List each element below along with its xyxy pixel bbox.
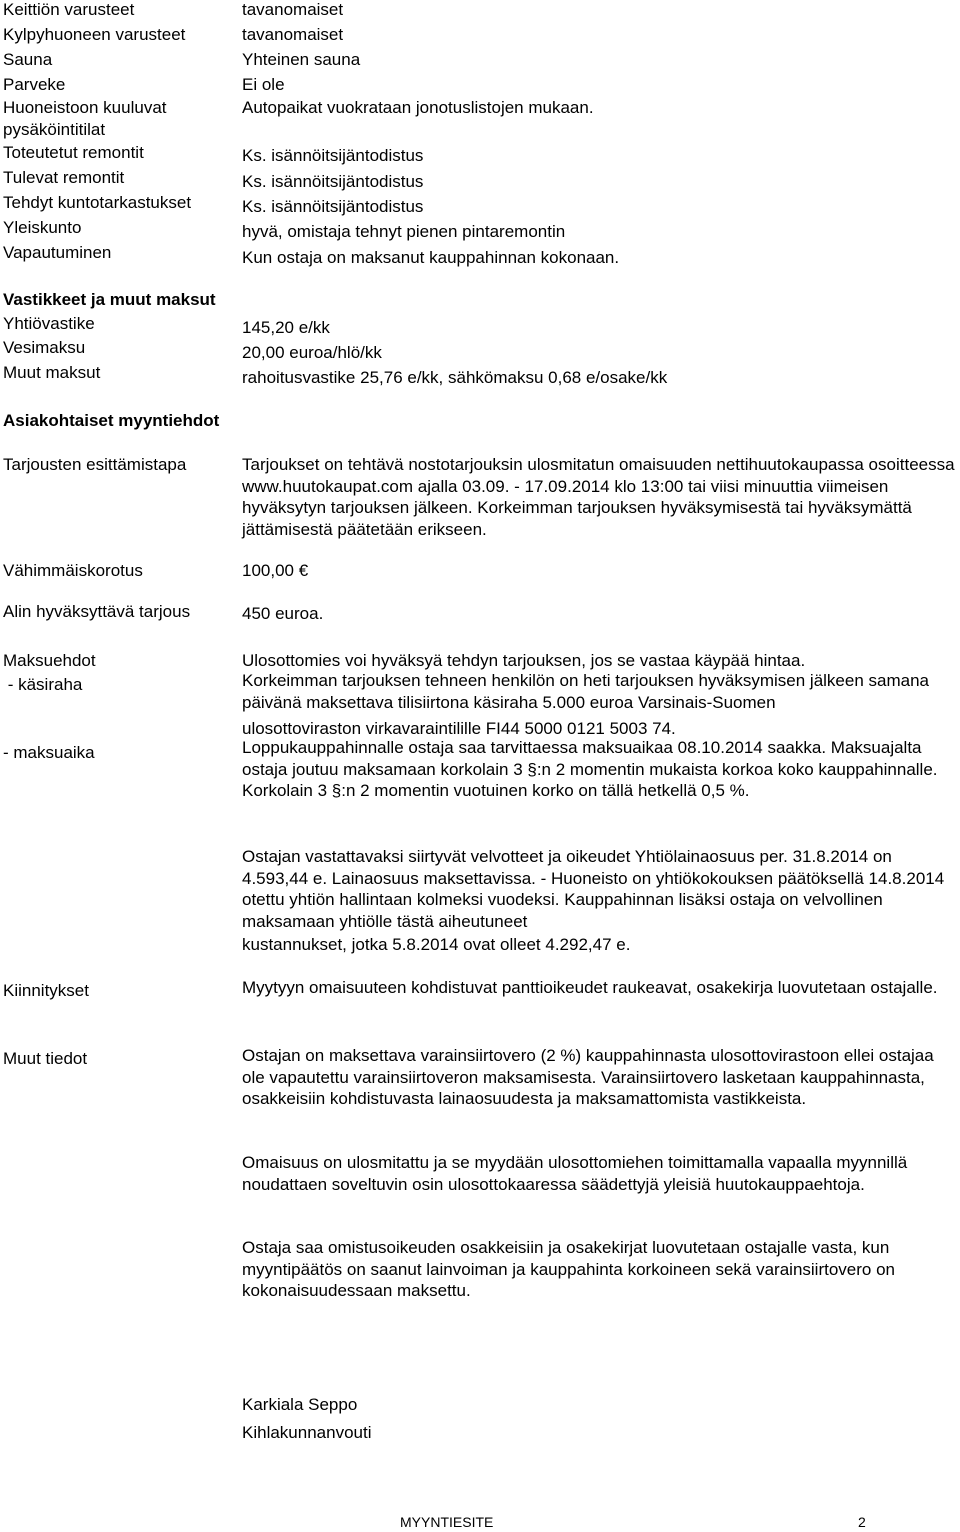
label-completed-renovations: Toteutetut remontit: [3, 143, 144, 162]
other-info-text-2: Omaisuus on ulosmitattu ja se myydään ulosottomiehen toimittamalla vapaalla myynnillä noudattaen soveltuvin osin ulosottokaaressa säädettyjä yleisiä huutokauppaehtoja.: [242, 1153, 908, 1194]
signer-name: Karkiala Seppo: [242, 1395, 358, 1414]
label-vacancy: Vapautuminen: [3, 243, 112, 262]
label-balcony: Parveke: [3, 75, 66, 94]
label-parking: Huoneistoon kuuluvat: [3, 98, 167, 117]
footer-doc-title: MYYNTIESITE: [400, 1514, 494, 1530]
value-lowest-bid: 450 euroa.: [242, 604, 324, 623]
obligations-text-2: kustannukset, jotka 5.8.2014 ovat olleet 4.292,47 e.: [242, 935, 631, 954]
value-maintenance-charge: 145,20 e/kk: [242, 318, 330, 337]
obligations-text-1: Ostajan vastattavaksi siirtyvät velvotteet ja oikeudet Yhtiölainaosuus per. 31.8.2014 on 4.593,44 e. Lainaosuus maksettavissa. - Huoneisto on yhtiökokouksen päätöksellä 14.8.2014 otettu yhtiön hallintaan kolmeksi vuodeksi. Kauppahinnan lisäksi ostaja on velvollinen maksamaan yhtiölle tästä aiheutuneet: [242, 847, 945, 931]
label-other-info: Muut tiedot: [3, 1049, 88, 1068]
value-condition: hyvä, omistaja tehnyt pienen pintaremontin: [242, 222, 566, 241]
label-mortgages: Kiinnitykset: [3, 981, 89, 1000]
label-deposit: - käsiraha: [3, 675, 83, 694]
value-inspections: Ks. isännöitsijäntodistus: [242, 197, 424, 216]
bid-method-text: Tarjoukset on tehtävä nostotarjouksin ulosmitatun omaisuuden nettihuutokaupassa osoitteessa www.huutokaupat.com ajalla 03.09. - 17.09.2014 klo 13:00 tai viisi minuuttia viimeisen hyväksytyn tarjouksen jälkeen. Korkeimman tarjouksen hyväksymisestä tai hyväksymättä jättämisestä päätetään erikseen.: [242, 455, 955, 539]
label-other-charges: Muut maksut: [3, 363, 101, 382]
value-parking: Autopaikat vuokrataan jonotuslistojen mukaan.: [242, 98, 594, 117]
other-info-text-1: Ostajan on maksettava varainsiirtovero (2 %) kauppahinnasta ulosottovirastoon ellei ostajaa ole vapautettu varainsiirtoveron maksamisesta. Varainsiirtovero lasketaan kauppahinnasta, osakkeisiin kohdistuvasta lainaosuudesta ja maksamattomista vastikkeista.: [242, 1046, 934, 1108]
label-payment-time: - maksuaika: [3, 743, 95, 762]
label-parking-cont: pysäköintitilat: [3, 120, 106, 139]
payment-text-3: ulosottoviraston virkavaraintilille FI44 5000 0121 5003 74.: [242, 719, 676, 738]
value-water-charge: 20,00 euroa/hlö/kk: [242, 343, 382, 362]
label-lowest-bid: Alin hyväksyttävä tarjous: [3, 602, 191, 621]
value-kitchen: tavanomaiset: [242, 0, 344, 19]
label-bid-method: Tarjousten esittämistapa: [3, 455, 187, 474]
label-condition: Yleiskunto: [3, 218, 82, 237]
label-maintenance-charge: Yhtiövastike: [3, 314, 95, 333]
label-sauna: Sauna: [3, 50, 53, 69]
label-min-increment: Vähimmäiskorotus: [3, 561, 143, 580]
value-sauna: Yhteinen sauna: [242, 50, 361, 69]
label-water-charge: Vesimaksu: [3, 338, 86, 357]
charges-heading: Vastikkeet ja muut maksut: [3, 290, 216, 309]
label-inspections: Tehdyt kuntotarkastukset: [3, 193, 192, 212]
other-info-text-3: Ostaja saa omistusoikeuden osakkeisiin ja osakekirjat luovutetaan ostajalle vasta, kun myyntipäätös on saanut lainvoiman ja kauppahinta korkoineen sekä varainsiirtovero on kokonaisuudessaan maksettu.: [242, 1238, 895, 1300]
value-bathroom: tavanomaiset: [242, 25, 344, 44]
payment-text-1: Ulosottomies voi hyväksyä tehdyn tarjouksen, jos se vastaa käypää hintaa.: [242, 651, 806, 670]
value-upcoming-renovations: Ks. isännöitsijäntodistus: [242, 172, 424, 191]
value-min-increment: 100,00 €: [242, 561, 309, 580]
value-vacancy: Kun ostaja on maksanut kauppahinnan kokonaan.: [242, 248, 620, 267]
label-upcoming-renovations: Tulevat remontit: [3, 168, 125, 187]
footer-page-number: 2: [858, 1514, 866, 1530]
mortgages-text: Myytyyn omaisuuteen kohdistuvat panttioikeudet raukeavat, osakekirja luovutetaan ostajalle.: [242, 978, 938, 997]
label-bathroom: Kylpyhuoneen varusteet: [3, 25, 186, 44]
value-other-charges: rahoitusvastike 25,76 e/kk, sähkömaksu 0,68 e/osake/kk: [242, 368, 668, 387]
payment-text-4: Loppukauppahinnalle ostaja saa tarvittaessa maksuaikaa 08.10.2014 saakka. Maksuajalta ostaja joutuu maksamaan korkolain 3 §:n 2 momentin mukaista korkoa koko kauppahinnalle. Korkolain 3 §:n 2 momentin vuotuinen korko on tällä hetkellä 0,5 %.: [242, 738, 938, 800]
label-kitchen: Keittiön varusteet: [3, 0, 135, 19]
sale-terms-heading: Asiakohtaiset myyntiehdot: [3, 411, 220, 430]
label-payment-terms: Maksuehdot: [3, 651, 96, 670]
value-balcony: Ei ole: [242, 75, 285, 94]
payment-text-2: Korkeimman tarjouksen tehneen henkilön on heti tarjouksen hyväksymisen jälkeen samana päivänä maksettava tilisiirtona käsiraha 5.000 euroa Varsinais-Suomen: [242, 671, 929, 712]
value-completed-renovations: Ks. isännöitsijäntodistus: [242, 146, 424, 165]
signer-title: Kihlakunnanvouti: [242, 1423, 372, 1442]
